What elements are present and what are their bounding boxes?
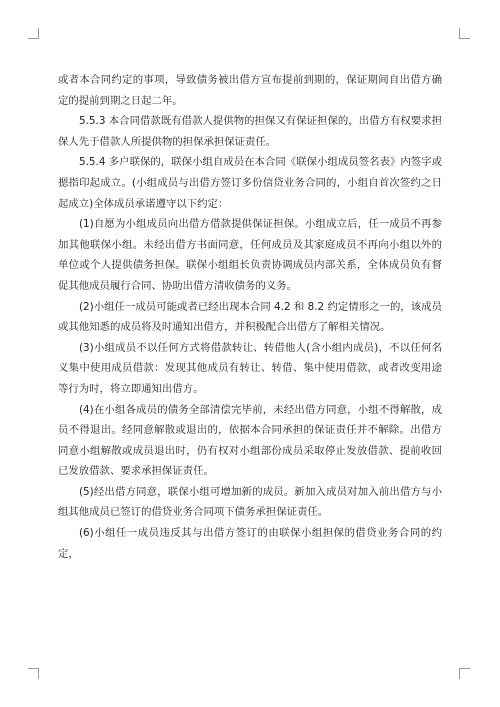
paragraph-clause-5-5-3: 5.5.3 本合同借款既有借款人提供物的担保又有保证担保的，出借方有权要求担保人先于借款人所提供物的担保承担保证责任。: [58, 115, 442, 148]
paragraph-item-2: (2)小组任一成员可能或者已经出现本合同 4.2 和 8.2 约定情形之一的，该成员或其他知悉的成员将及时通知出借方，并积极配合出借方了解相关情况。: [58, 300, 442, 334]
crop-mark-bottom-right: [459, 668, 470, 679]
paragraph-item-4: (4)在小组各成员的债务全部清偿完毕前，未经出借方同意，小组不得解散，成员不得退出。经同意解散或退出的，依据本合同承担的保证责任并不解除。出借方同意小组解散或成员退出时，仍有权对小组部份成员采取停止发放借款、提前收回已发放借款、要求承担保证责任。: [58, 403, 442, 478]
paragraph-item-6: (6)小组任一成员违反其与出借方签订的由联保小组担保的借贷业务合同的约定，: [58, 527, 442, 560]
crop-mark-top-right: [459, 28, 470, 39]
paragraph-clause-5-5-4: 5.5.4 多户联保的，联保小组自成员在本合同《联保小组成员签名表》内签字或摁指印起成立。(小组成员与出借方签订多份信贷业务合同的，小组自首次签约之日起成立)全体成员承诺遵守以下约定：: [58, 156, 442, 210]
crop-mark-bottom-left: [28, 668, 39, 679]
crop-mark-top-left: [28, 28, 39, 39]
paragraph-item-3: (3)小组成员不以任何方式将借款转让、转借他人(含小组内成员)，不以任何名义集中使用成员借款：发现其他成员有转让、转借、集中使用借款，或者改变用途等行为时，将立即通知出借方。: [58, 341, 442, 395]
paragraph-item-1: (1)自愿为小组成员向出借方借款提供保证担保。小组成立后，任一成员不再参加其他联保小组。未经出借方书面同意，任何成员及其家庭成员不再向小组以外的单位或个人提供债务担保。联保小组组长负责协调成员内部关系，全体成员负有督促其他成员履行合同、协助出借方清收债务的义务。: [58, 218, 442, 292]
paragraph-item-5: (5)经出借方同意，联保小组可增加新的成员。新加入成员对加入前出借方与小组其他成员已签订的借贷业务合同项下债务承担保证责任。: [58, 485, 442, 519]
paragraph-continuation: 或者本合同约定的事项，导致债务被出借方宣布提前到期的，保证期间自出借方确定的提前到期之日起二年。: [58, 74, 442, 107]
document-body: [58, 70, 442, 564]
